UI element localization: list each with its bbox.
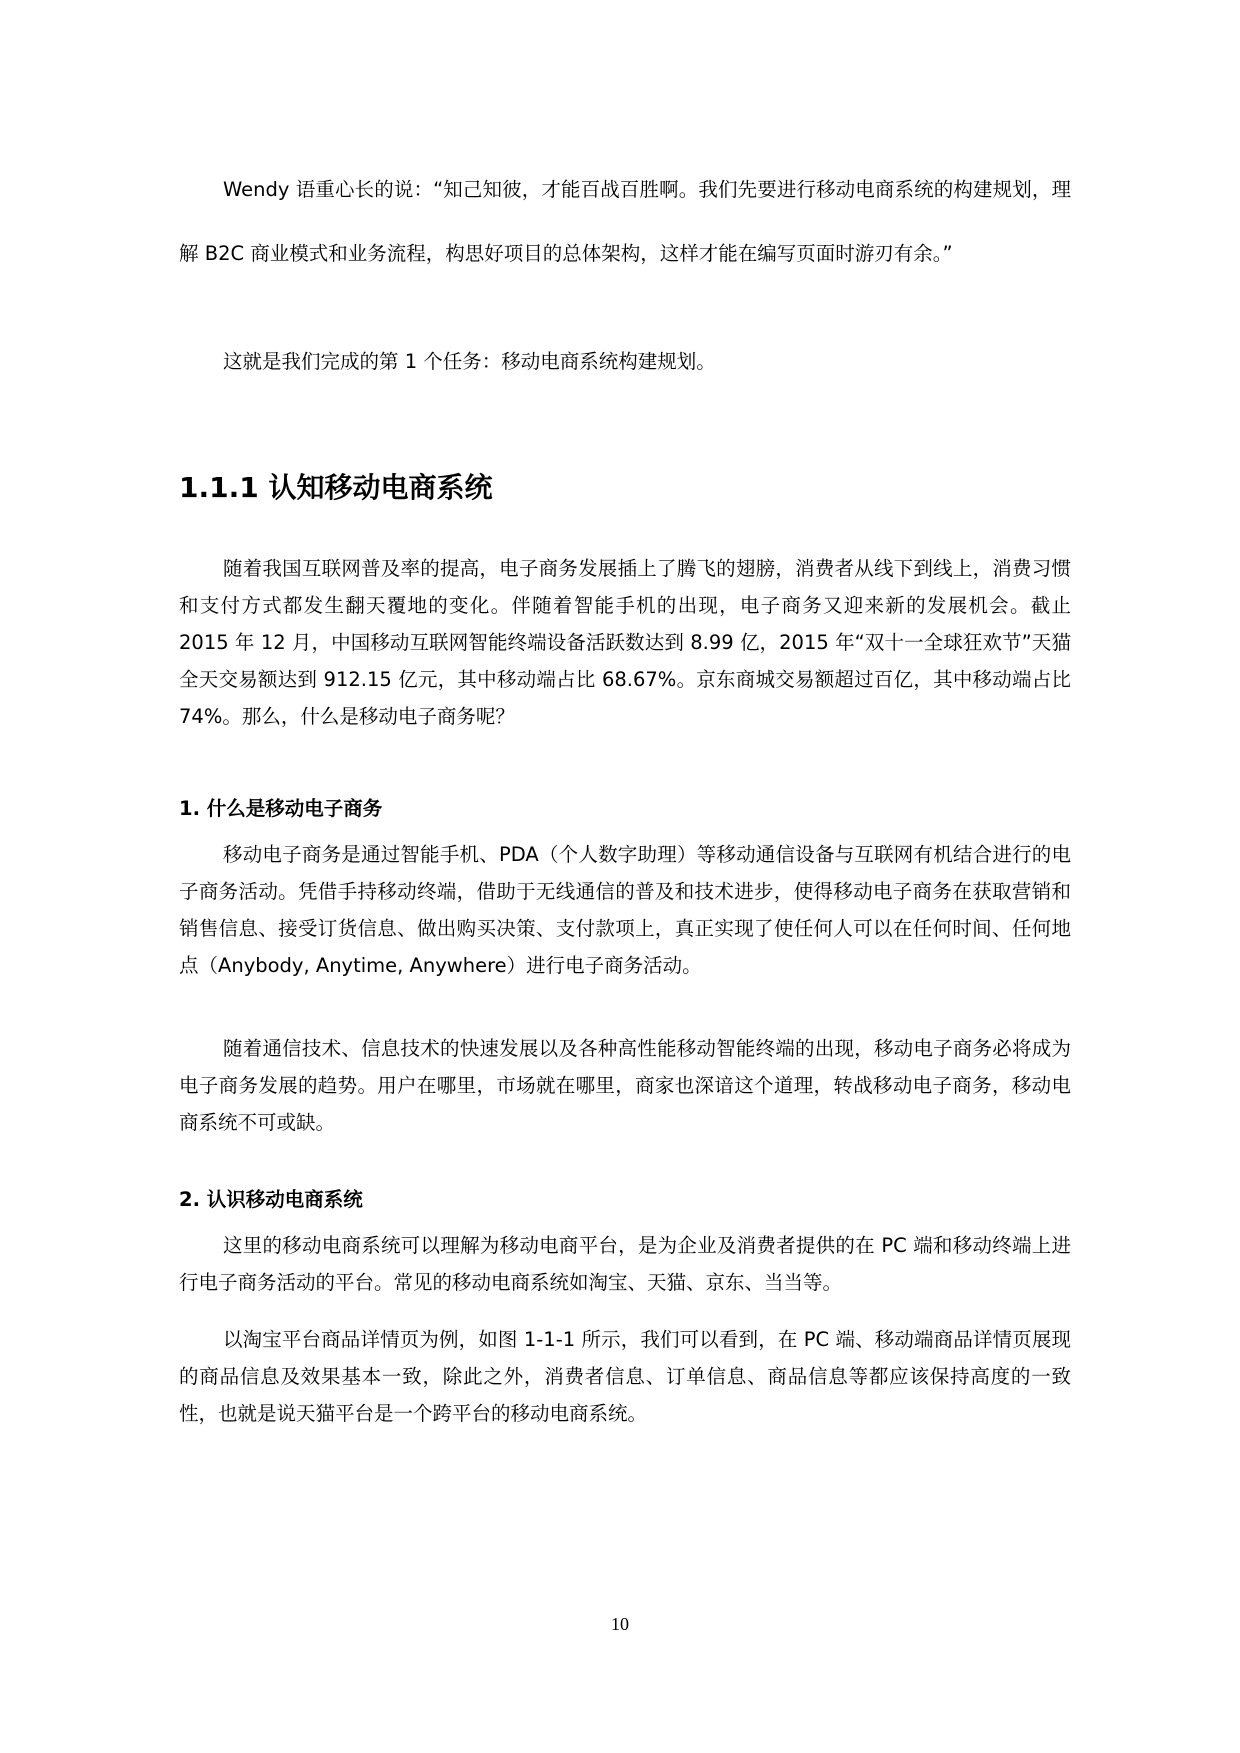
- subsection-2-paragraph-2: 以淘宝平台商品详情页为例，如图 1-1-1 所示，我们可以看到，在 PC 端、移动端商品详情页展现的商品信息及效果基本一致，除此之外，消费者信息、订单信息、商品信息等都应该保持高度的一致性，也就是说天猫平台是一个跨平台的移动电商系统。: [179, 1328, 1071, 1425]
- subsection-1-paragraph-2: 随着通信技术、信息技术的快速发展以及各种高性能移动智能终端的出现，移动电子商务必将成为电子商务发展的趋势。用户在哪里，市场就在哪里，商家也深谙这个道理，转战移动电子商务，移动电商系统不可或缺。: [179, 1037, 1071, 1134]
- intro-task-paragraph: 这就是我们完成的第 1 个任务：移动电商系统构建规划。: [223, 350, 716, 373]
- section-heading: 1.1.1 认知移动电商系统: [179, 471, 493, 504]
- subsection-1-paragraph-1: 移动电子商务是通过智能手机、PDA（个人数字助理）等移动通信设备与互联网有机结合进行的电子商务活动。凭借手持移动终端，借助于无线通信的普及和技术进步，使得移动电子商务在获取营销和销售信息、接受订货信息、做出购买决策、支付款项上，真正实现了使任何人可以在任何时间、任何地点（Anybody, Anytime, Anywhere）进行电子商务活动。: [179, 843, 1071, 977]
- subsection-heading-1: 1. 什么是移动电子商务: [179, 797, 383, 820]
- page-number: 10: [611, 1614, 629, 1634]
- section-intro-paragraph: 随着我国互联网普及率的提高，电子商务发展插上了腾飞的翅膀，消费者从线下到线上，消费习惯和支付方式都发生翻天覆地的变化。伴随着智能手机的出现，电子商务又迎来新的发展机会。截止 2015 年 12 月，中国移动互联网智能终端设备活跃数达到 8.99 亿，2015 年“双十一全球狂欢节”天猫全天交易额达到 912.15 亿元，其中移动端占比 68.67%。京东商城交易额超过百亿，其中移动端占比 74%。那么，什么是移动电子商务呢？: [179, 557, 1071, 728]
- subsection-heading-2: 2. 认识移动电商系统: [179, 1188, 363, 1211]
- intro-paragraph: Wendy 语重心长的说：“知己知彼，才能百战百胜啊。我们先要进行移动电商系统的构建规划，理解 B2C 商业模式和业务流程，构思好项目的总体架构，这样才能在编写页面时游刃有余。”: [179, 178, 1071, 265]
- subsection-2-paragraph-1: 这里的移动电商系统可以理解为移动电商平台，是为企业及消费者提供的在 PC 端和移动终端上进行电子商务活动的平台。常见的移动电商系统如淘宝、天猫、京东、当当等。: [179, 1234, 1071, 1294]
